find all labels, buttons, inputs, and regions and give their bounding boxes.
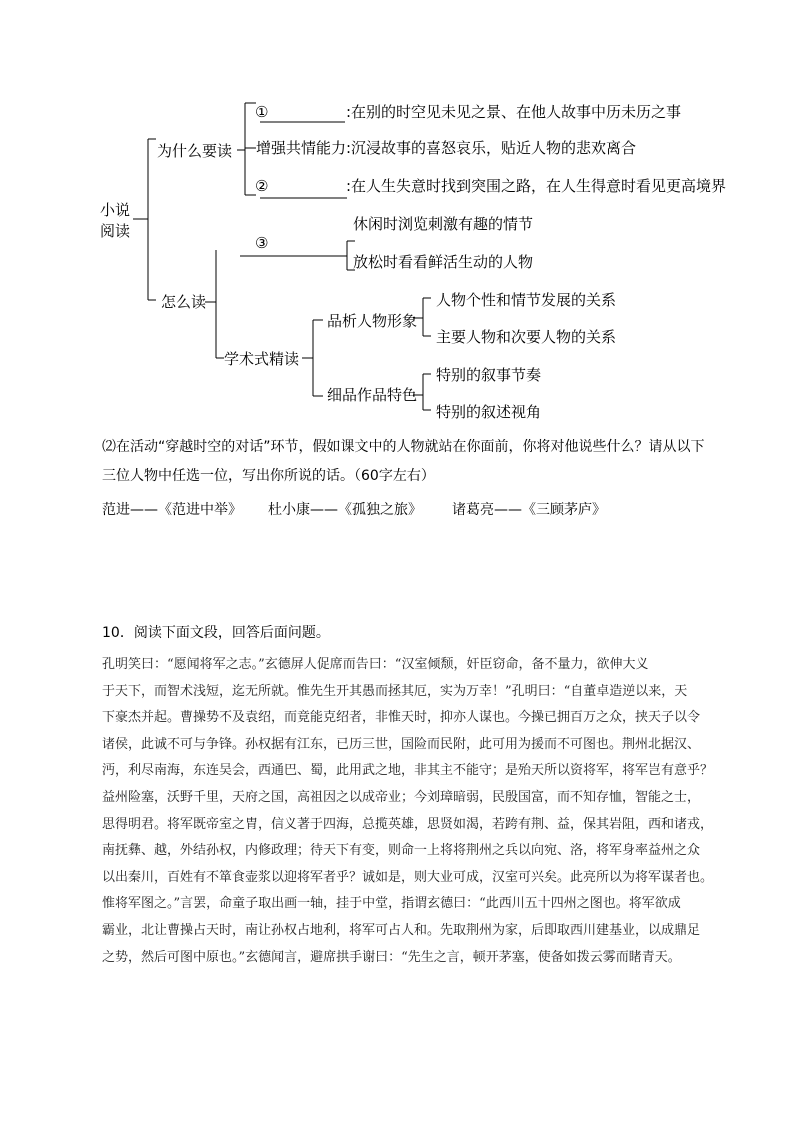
why-item-1-key: ① (255, 103, 269, 121)
blank-3-key: ③ (255, 234, 269, 252)
passage-line: 诸侯，此诚不可与争锋。孙权据有江东，已历三世，国险而民附，此可用为援而不可图也。荆州北据汉、 (102, 736, 701, 752)
group-1-item-2: 主要人物和次要人物的关系 (436, 328, 617, 346)
why-item-2-key: 增强共情能力 (256, 139, 347, 157)
passage-line: 沔，利尽南海，东连吴会，西通巴、蜀，此用武之地，非其主不能守；是殆天所以资将军，将军岂有意乎？ (102, 763, 714, 779)
question-2-line-1: ⑵在活动“穿越时空的对话”环节，假如课文中的人物就站在你面前，你将对他说些什么？请从以下 (102, 439, 705, 455)
question-10-passage (102, 652, 742, 971)
passage-line: 思得明君。将军既帝室之胄，信义著于四海，总揽英雄，思贤如渴，若跨有荆、益，保其岩阻，西和诸戎， (102, 816, 714, 832)
group-2-item-2: 特别的叙述视角 (436, 403, 542, 421)
passage-line: 孔明笑曰：“愿闻将军之志。”玄德屏人促席而告曰：“汉室倾颓，奸臣窃命，备不量力，欲伸大义 (102, 657, 649, 672)
question-10-title: 10．阅读下面文段，回答后面问题。 (102, 625, 330, 641)
academic-label: 学术式精读 (224, 350, 300, 368)
passage-line: 益州险塞，沃野千里，天府之国，高祖因之以成帝业；今刘璋暗弱，民殷国富，而不知存恤，智能之士， (102, 789, 701, 805)
group-1-item-1: 人物个性和情节发展的关系 (436, 291, 617, 309)
reference-duxiaokang: 杜小康——《孤独之旅》 (268, 502, 422, 518)
group-1-label: 品析人物形象 (327, 312, 418, 330)
passage-line: 惟将军图之。”言罢，命童子取出画一轴，挂于中堂，指谓玄德曰：“此西川五十四州之图也。将军欲成 (102, 896, 681, 912)
reading-mind-map (0, 0, 794, 430)
question-2-line-2: 三位人物中任选一位，写出你所说的话。（60字左右） (102, 468, 435, 484)
root-label-line2: 阅读 (100, 222, 131, 240)
group-2-item-1: 特别的叙事节奏 (436, 366, 542, 384)
passage-line: 于天下，而智术浅短，迄无所就。惟先生开其愚而拯其厄，实为万幸！”孔明曰：“自董卓造逆以来，天 (102, 683, 688, 699)
why-item-1-desc: :在别的时空见未见之景、在他人故事中历未历之事 (346, 103, 682, 121)
reference-zhugeliang: 诸葛亮——《三顾茅庐》 (452, 502, 606, 518)
how-label: 怎么读 (161, 293, 207, 311)
group-2-label: 细品作品特色 (327, 386, 418, 404)
why-label: 为什么要读 (157, 142, 233, 160)
reference-fanjin: 范进——《范进中举》 (102, 502, 242, 518)
passage-line: 霸业，北让曹操占天时，南让孙权占地利，将军可占人和。先取荆州为家，后即取西川建基业，以成鼎足 (102, 922, 701, 938)
passage-line: 南抚彝、越，外结孙权，内修政理；待天下有变，则命一上将将荆州之兵以向宛、洛，将军身率益州之众 (102, 843, 701, 859)
why-item-2-desc: :沉浸故事的喜怒哀乐，贴近人物的悲欢离合 (346, 139, 637, 157)
passage-line: 以出秦川，百姓有不箪食壶浆以迎将军者乎？诚如是，则大业可成，汉室可兴矣。此亮所以为将军谋者也。 (102, 869, 714, 885)
passage-line: 之势，然后可图中原也。”玄德闻言，避席拱手谢曰：“先生之言，顿开茅塞，使备如拨云雾而睹青天。 (102, 949, 681, 965)
blank-3-item-2: 放松时看看鲜活生动的人物 (353, 253, 534, 271)
why-item-3-desc: :在人生失意时找到突围之路，在人生得意时看见更高境界 (346, 177, 727, 195)
root-label-line1: 小说 (100, 201, 131, 219)
passage-line: 下豪杰并起。曹操势不及袁绍，而竟能克绍者，非惟天时，抑亦人谋也。今操已拥百万之众，挟天子以令 (102, 710, 701, 726)
why-item-3-key: ② (255, 177, 269, 195)
question-2-references (102, 499, 702, 519)
blank-3-item-1: 休闲时浏览刺激有趣的情节 (353, 215, 534, 233)
